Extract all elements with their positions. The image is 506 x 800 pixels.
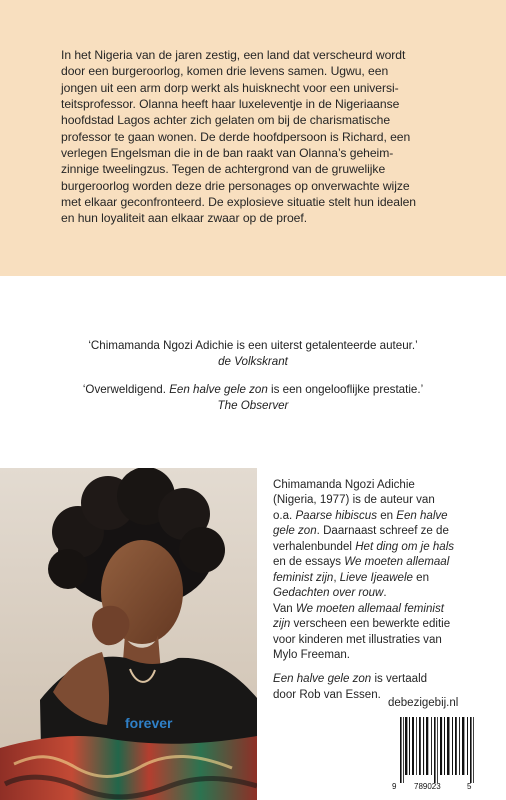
barcode-bar <box>462 717 464 775</box>
review-quote-observer <box>42 382 464 414</box>
barcode-bar <box>437 717 438 783</box>
barcode-bar <box>416 717 417 775</box>
bio-paragraph <box>273 602 487 664</box>
barcode-bar <box>409 717 410 775</box>
bio-text: en <box>376 509 397 522</box>
bio-text: (Nigeria, 1977) is de auteur van <box>273 494 435 507</box>
barcode-bar <box>412 717 414 775</box>
synopsis-line: teitsprofessor. Olanna heeft haar luxeleventje in de Nigeriaanse <box>61 97 400 112</box>
isbn-barcode <box>390 713 485 793</box>
barcode-bar <box>444 717 445 775</box>
book-title: feminist zijn <box>273 571 334 584</box>
synopsis-line: zinnige tweelingzus. Tegen de achtergrond van de gruwelijke <box>61 162 386 177</box>
book-title: gele zon <box>273 525 317 538</box>
barcode-bar <box>459 717 460 775</box>
bio-text: . Daarnaast schreef ze de <box>316 525 449 538</box>
synopsis-panel <box>0 0 506 276</box>
quote-source: The Observer <box>217 399 289 412</box>
barcode-bar <box>447 717 450 775</box>
barcode-bar <box>467 717 468 775</box>
bio-text: verhalenbundel <box>273 540 356 553</box>
synopsis-text <box>61 47 451 227</box>
bio-text: . <box>383 587 387 600</box>
bio-text: en de essays <box>273 556 345 569</box>
synopsis-line: met elkaar geconfronteerd. De explosieve situatie stelt hun idealen <box>61 195 417 210</box>
quote-source: de Volkskrant <box>218 355 288 368</box>
author-photo <box>0 468 257 800</box>
book-title: Gedachten over rouw <box>273 587 384 600</box>
bio-text: Chimamanda Ngozi Adichie <box>273 479 415 491</box>
bio-text: en <box>412 571 429 584</box>
barcode-bar <box>434 717 436 783</box>
synopsis-line: verlegen Engelsman die in de ban raakt van Olanna’s geheim- <box>61 146 394 161</box>
bio-text: is vertaald <box>371 673 428 686</box>
quote-book-title: Een halve gele zon <box>169 383 268 396</box>
author-portrait-illustration <box>0 468 257 800</box>
barcode-bars <box>390 713 485 793</box>
barcode-bar <box>431 717 432 775</box>
book-title: Lieve Ijeawele <box>339 571 413 584</box>
barcode-bar <box>403 717 404 783</box>
colorful-skirt <box>0 736 257 800</box>
barcode-bar <box>426 717 428 775</box>
book-title: zijn <box>273 618 291 631</box>
barcode-bar <box>419 717 421 775</box>
barcode-digit-right: 5 <box>467 782 472 791</box>
book-title: Het ding om je hals <box>355 540 455 553</box>
review-quote-volkskrant <box>42 338 464 370</box>
barcode-bar <box>440 717 442 775</box>
barcode-digits-middle: 789023 <box>414 782 441 791</box>
synopsis-line: jongen uit een arm dorp werkt als huisknecht voor een universi- <box>61 80 399 95</box>
bio-text: verscheen een bewerkte editie <box>290 618 451 631</box>
synopsis-line: professor te gaan wonen. De derde hoofdpersoon is Richard, een <box>61 129 411 144</box>
synopsis-line: hoofdstad Lagos achter zich gelaten om bij de charismatische <box>61 113 391 128</box>
book-title: Paarse hibiscus <box>295 509 377 522</box>
bio-text: Van <box>273 602 296 615</box>
quote-text: ‘Chimamanda Ngozi Adichie is een uiterst getalenteerde auteur.’ <box>88 339 418 352</box>
hair-coil <box>179 527 225 573</box>
shirt-print-text: forever <box>125 715 173 731</box>
bio-text: Mylo Freeman. <box>273 648 350 661</box>
author-bio <box>273 478 487 703</box>
book-title: Een halve gele zon <box>273 673 372 686</box>
barcode-digit-left: 9 <box>392 782 397 791</box>
synopsis-line: en hun loyaliteit aan elkaar zwaar op de proef. <box>61 211 308 226</box>
quote-text-part: ‘Overweldigend. <box>82 383 170 396</box>
hair-coil <box>48 549 88 589</box>
quote-text-part: is een ongelooflijke prestatie.’ <box>267 383 424 396</box>
barcode-bar <box>473 717 474 783</box>
barcode-bar <box>452 717 453 775</box>
barcode-bar <box>423 717 424 775</box>
bio-text: door Rob van Essen. <box>273 688 381 701</box>
book-title: Een halve <box>396 509 448 522</box>
book-title: We moeten allemaal <box>344 556 450 569</box>
synopsis-line: In het Nigeria van de jaren zestig, een land dat verscheurd wordt <box>61 48 406 62</box>
publisher-url: debezigebij.nl <box>388 697 459 709</box>
barcode-bar <box>455 717 457 775</box>
quote-text <box>42 382 464 398</box>
synopsis-line: door een burgeroorlog, komen drie levens samen. Ugwu, een <box>61 64 389 79</box>
book-title: We moeten allemaal feminist <box>295 602 444 615</box>
barcode-bar <box>405 717 407 775</box>
bio-text: o.a. <box>273 509 296 522</box>
barcode-bar <box>400 717 402 783</box>
barcode-bar <box>470 717 472 783</box>
bio-text: , <box>333 571 340 584</box>
synopsis-line: burgeroorlog worden deze drie personages op onverwachte wijze <box>61 178 410 193</box>
paragraph-gap <box>273 663 487 672</box>
bio-paragraph <box>273 478 487 602</box>
bio-text: voor kinderen met illustraties van <box>273 633 442 646</box>
